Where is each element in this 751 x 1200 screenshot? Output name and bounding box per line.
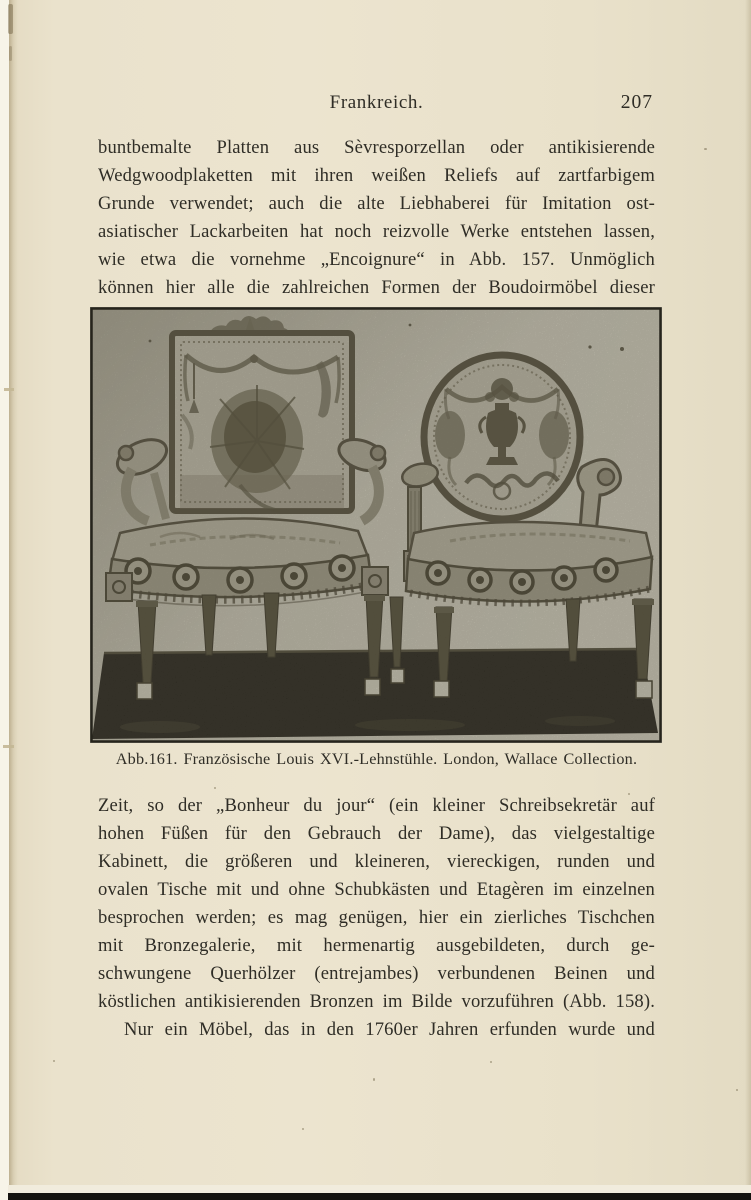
scan-bottom-band (8, 1193, 751, 1200)
text-line: können hier alle die zahlreichen Formen der Boudoirmöbel dieser (98, 277, 655, 298)
text-line: hohen Füßen für den Gebrauch der Dame), das vielgestaltige (98, 823, 655, 844)
binding-crease (8, 0, 18, 1200)
paper-speck (53, 1060, 55, 1062)
paragraph-1 (98, 134, 655, 302)
paper-speck (628, 793, 630, 795)
text-line: Wedgwoodplaketten mit ihren weißen Reliefs auf zartfarbigem (98, 165, 655, 186)
running-title: Frankreich. (329, 92, 424, 113)
text-line: wie etwa die vornehme „Encoignure“ in Abb. 157. Unmöglich (98, 249, 655, 270)
crease-mark (8, 4, 13, 34)
text-line: ovalen Tische mit und ohne Schubkästen und Etagèren im einzelnen (98, 879, 655, 900)
text-line: Nur ein Möbel, das in den 1760er Jahren erfunden wurde und (124, 1019, 655, 1040)
page-number: 207 (620, 92, 653, 113)
crease-mark (9, 46, 12, 61)
text-line: asiatischer Lackarbeiten hat noch reizvolle Werke entstehen lassen, (98, 221, 655, 242)
text-line: Grunde verwendet; auch die alte Liebhaberei für Imitation ost- (98, 193, 655, 214)
paper-speck (214, 787, 216, 789)
figure-photo (90, 307, 662, 743)
paper-speck (490, 1061, 492, 1063)
chairs-photograph (90, 307, 662, 743)
paper-speck (373, 1078, 375, 1081)
paper-speck (302, 1128, 304, 1130)
figure-caption: Abb.161. Französische Louis XVI.-Lehnstühle. London, Wallace Collection. (115, 750, 638, 768)
text-line: köstlichen antikisierenden Bronzen im Bilde vorzuführen (Abb. 158). (98, 991, 655, 1012)
text-line: Zeit, so der „Bonheur du jour“ (ein kleiner Schreibsekretär auf (98, 795, 655, 816)
page-right-shade (745, 0, 751, 1200)
page-bottom-edge-light (8, 1185, 751, 1193)
paper-speck (736, 1089, 738, 1091)
text-line: schwungene Querhölzer (entrejambes) verbundenen Beinen und (98, 963, 655, 984)
photo-grain (90, 307, 662, 743)
page-left-edge (0, 0, 9, 1200)
paper-fiber-mark (4, 388, 14, 391)
running-header (98, 92, 655, 118)
paper-fiber-mark (3, 745, 14, 748)
text-line: besprochen werden; es mag genügen, hier ein zierliches Tischchen (98, 907, 655, 928)
page-content (98, 0, 655, 1200)
paragraph-2 (98, 792, 655, 1044)
text-line: buntbemalte Platten aus Sèvresporzellan oder antikisierende (98, 137, 655, 158)
paper-speck (704, 148, 707, 150)
text-line: mit Bronzegalerie, mit hermenartig ausgebildeten, durch ge- (98, 935, 655, 956)
text-line: Kabinett, die größeren und kleineren, viereckigen, runden und (98, 851, 655, 872)
